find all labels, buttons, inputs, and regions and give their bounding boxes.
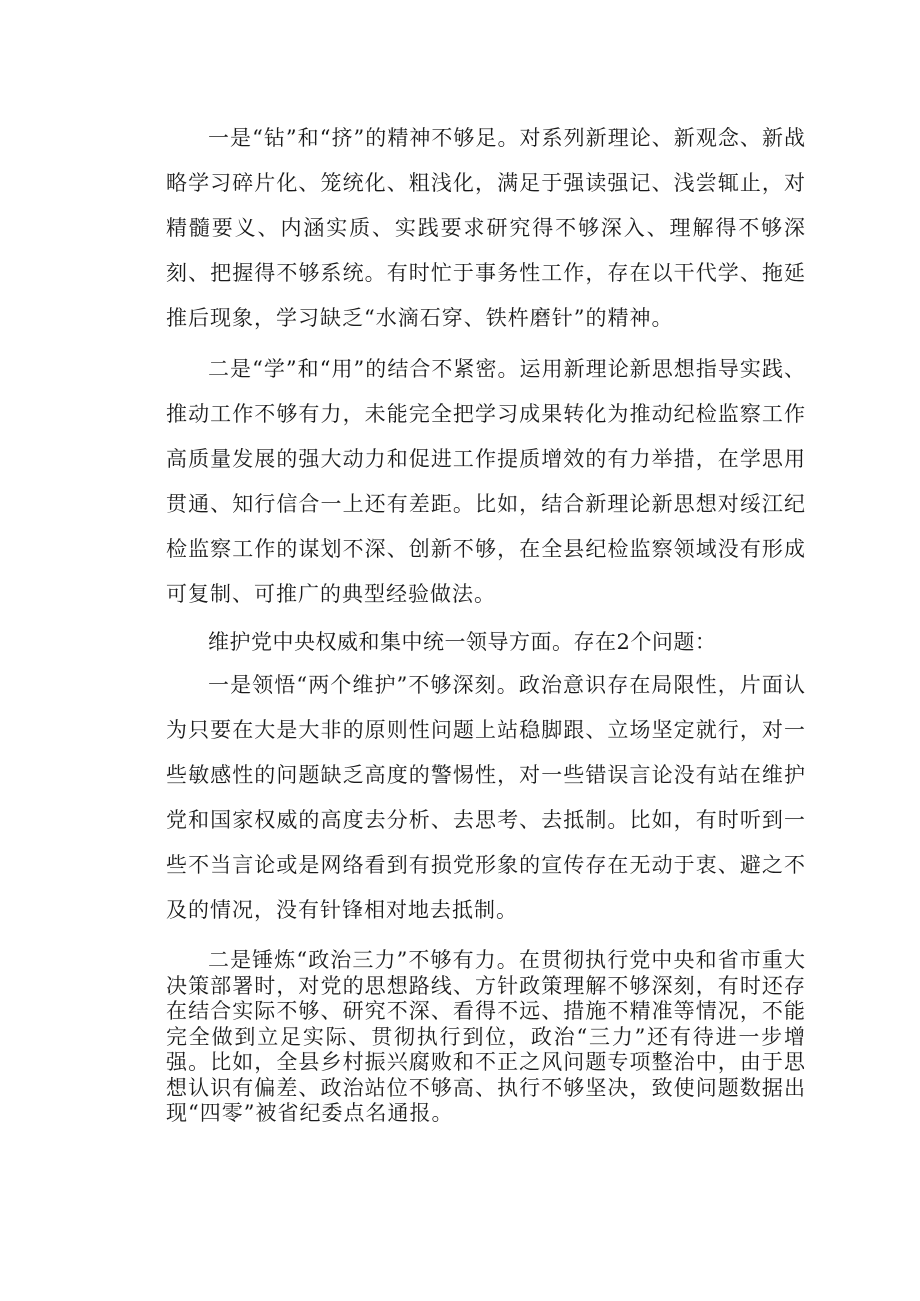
paragraph-study-spirit: 一是“钻”和“挤”的精神不够足。对系列新理论、新观念、新战略学习碎片化、笼统化、粗浅化，满足于强读强记、浅尝辄止，对精髓要义、内涵实质、实践要求研究得不够深入、理解得不够深刻、把握得不够系统。有时忙于事务性工作，存在以干代学、拖延推后现象，学习缺乏“水滴石穿、铁杵磨针”的精神。: [166, 126, 806, 330]
paragraph-study-application: 二是“学”和“用”的结合不紧密。运用新理论新思想指导实践、推动工作不够有力，未能完全把学习成果转化为推动纪检监察工作高质量发展的强大动力和促进工作提质增效的有力举措，在学思用贯通、知行信合一上还有差距。比如，结合新理论新思想对绥江纪检监察工作的谋划不深、创新不够，在全县纪检监察领域没有形成可复制、可推广的典型经验做法。: [166, 357, 806, 606]
section-heading-central-authority: 维护党中央权威和集中统一领导方面。存在2个问题：: [208, 630, 717, 654]
paragraph-two-safeguards: 一是领悟“两个维护”不够深刻。政治意识存在局限性，片面认为只要在大是大非的原则性问题上站稳脚跟、立场坚定就行，对一些敏感性的问题缺乏高度的警惕性，对一些错误言论没有站在维护党和国家权威的高度去分析、去思考、去抵制。比如，有时听到一些不当言论或是网络看到有损党形象的宣传存在无动于衷、避之不及的情况，没有针锋相对地去抵制。: [166, 673, 806, 922]
paragraph-political-capabilities: 二是锤炼“政治三力”不够有力。在贯彻执行党中央和省市重大决策部署时，对党的思想路线、方针政策理解不够深刻，有时还存在结合实际不够、研究不深、看得不远、措施不精准等情况，不能完全做到立足实际、贯彻执行到位，政治“三力”还有待进一步增强。比如，全县乡村振兴腐败和不正之风问题专项整治中，由于思想认识有偏差、政治站位不够高、执行不够坚决，致使问题数据出现“四零”被省纪委点名通报。: [166, 948, 806, 1125]
